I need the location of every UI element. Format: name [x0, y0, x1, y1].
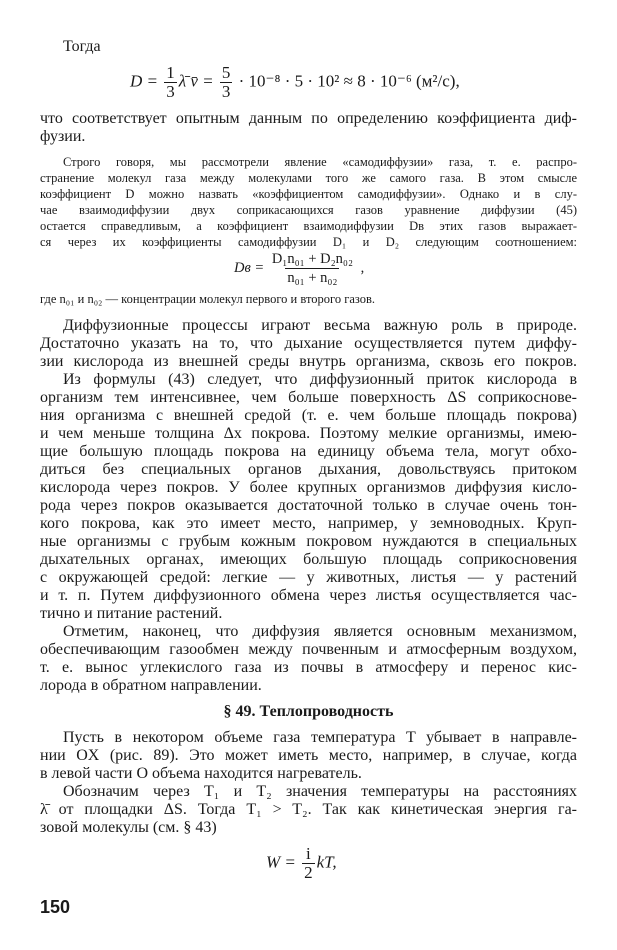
formula-frac-five-thirds — [220, 64, 233, 101]
formula-mutual-frac — [270, 250, 355, 287]
para-line: рода через покров оказывается достаточной только в случае очень тон- — [40, 497, 577, 514]
para-line: Из формулы (43) следует, что диффузионный приток кислорода в — [63, 371, 577, 388]
formula-diffusion-coefficient — [130, 64, 460, 101]
formula-kinetic-energy — [266, 845, 337, 882]
formula-db-lhs: Dв = — [234, 259, 268, 276]
formula-lambda-v: λ̄ v̄ = — [178, 71, 218, 91]
para-line: Пусть в некотором объеме газа температура T убывает в направле- — [63, 729, 577, 746]
para-line: и чем меньше толщина Δx покрова. Поэтому мелкие организмы, имею- — [40, 425, 577, 442]
para-line: Достаточно указать на то, что дыхание осуществляется путем диффу- — [40, 335, 577, 352]
para-line: ные организмы с грубым кожным покровом нуждаются в специальных — [40, 533, 577, 550]
para-line: организм тем интенсивнее, чем больше поверхность ΔS соприкоснове- — [40, 389, 577, 406]
para-line: с окружающей средой: легкие — у животных, листья — у растений — [40, 569, 577, 586]
formula-d-lhs: D = — [130, 71, 163, 91]
note-line: Строго говоря, мы рассмотрели явление «самодиффузии» газа, т. е. распро- — [63, 155, 577, 169]
para-line: нии OX (рис. 89). Это может иметь место, например, в случае, когда — [40, 747, 577, 764]
frac-denominator: 3 — [166, 82, 175, 101]
para-line: кого покрова, как это имеет место, например, у земноводных. Круп- — [40, 515, 577, 532]
note-line: странение молекул газа между молекулами того же самого газа. В этом смысле — [40, 171, 577, 185]
para-line: кислорода через покров. У более крупных организмов диффузия кисло- — [40, 479, 577, 496]
para-line: Диффузионные процессы играют весьма важную роль в природе. — [63, 317, 577, 334]
frac-denominator: 2 — [304, 863, 313, 882]
formula-kt: kT, — [316, 852, 337, 872]
formula-frac-one-third — [164, 64, 177, 101]
note-line: коэффициент D можно назвать «коэффициентом самодиффузии». Однако и в слу- — [40, 187, 577, 201]
para-line: зовой молекулы (см. § 43) — [40, 819, 217, 836]
frac-numerator: i — [306, 844, 311, 863]
para-line: и т. п. Путем диффузионного обмена через листья осуществляется час- — [40, 587, 577, 604]
para-line: в левой части O объема находится нагреватель. — [40, 765, 362, 782]
section-heading: § 49. Теплопроводность — [223, 703, 394, 720]
formula-i-over-2 — [302, 845, 315, 882]
para-line: зии кислорода из внешней среды внутрь организма, сквозь его покров. — [40, 353, 577, 370]
para-line: щие большую площадь покрова на единицу объема тела, могут обхо- — [40, 443, 577, 460]
formula-w-lhs: W = — [266, 852, 301, 872]
frac-numerator: 5 — [221, 63, 231, 82]
para-line: лорода в обратном направлении. — [40, 677, 262, 694]
formula-mutual-diffusion — [234, 250, 364, 287]
para-line: λ̄ от площадки ΔS. Тогда T₁ > T₂. Так как кинетическая энергия га- — [40, 801, 577, 818]
formula-tail: , — [357, 259, 365, 276]
para-line: диться без специальных органов дыхания, довольствуясь притоком — [40, 461, 577, 478]
frac-numerator: D₁n₀₁ + D₂n₀₂ — [271, 251, 354, 267]
note-line: чае взаимодиффузии двух соприкасающихся газов уравнение диффузии (45) — [40, 203, 577, 217]
intro-line: фузии. — [40, 128, 86, 145]
note-after: где n₀₁ и n₀₂ — концентрации молекул первого и второго газов. — [40, 292, 376, 306]
intro-word: Тогда — [63, 38, 101, 55]
frac-numerator: 1 — [166, 63, 175, 82]
para-line: Обозначим через T₁ и T₂ значения температуры на расстояниях — [63, 783, 577, 800]
intro-line: что соответствует опытным данным по определению коэффициента диф- — [40, 110, 577, 127]
note-line: остается справедливым, а коэффициент взаимодиффузии Dв этих газов выражает- — [40, 219, 577, 233]
para-line: тично и питание растений. — [40, 605, 223, 622]
para-line: дыхательных органах, имеющих большую площадь соприкосновения — [40, 551, 577, 568]
para-line: ния организма с внешней средой (т. е. чем больше площадь покрова) — [40, 407, 577, 424]
para-line: Отметим, наконец, что диффузия является основным механизмом, — [63, 623, 577, 640]
para-line: обеспечивающим газообмен между почвенным и атмосферным воздухом, — [40, 641, 577, 658]
formula-rest: · 10⁻⁸ · 5 · 10² ≈ 8 · 10⁻⁶ (м²/с), — [234, 71, 460, 91]
note-line: ся через их коэффициенты самодиффузии D₁ и D₂ следующим соотношением: — [40, 235, 577, 249]
frac-denominator: 3 — [221, 82, 231, 101]
frac-denominator: n₀₁ + n₀₂ — [287, 270, 338, 286]
page-number: 150 — [40, 897, 71, 917]
para-line: т. е. вынос углекислого газа из почвы в атмосферу и перенос кис- — [40, 659, 577, 676]
